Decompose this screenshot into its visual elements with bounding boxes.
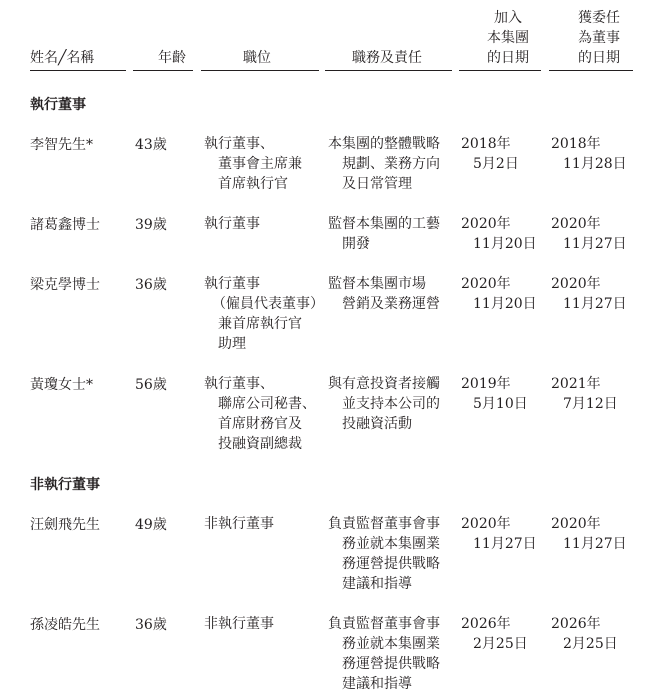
duties-line: 開發 [342, 236, 370, 252]
join-date [461, 214, 537, 254]
director-position [204, 614, 274, 634]
duties-line: 負責監督董事會事 [328, 616, 440, 632]
director-age: 36歲 [135, 617, 167, 633]
director-name: 梁克學博士 [30, 277, 100, 293]
join-date [461, 514, 537, 554]
header-age: 年齡 [158, 50, 186, 66]
header-rule [325, 70, 452, 71]
duties-line: 投融資活動 [342, 416, 412, 432]
date-line: 2019年 [461, 376, 511, 392]
director-duties [328, 374, 440, 434]
join-date [461, 614, 528, 654]
position-line: 執行董事、 [204, 136, 274, 152]
duties-line: 監督本集團的工藝 [328, 216, 440, 232]
position-line: 助理 [218, 336, 246, 352]
date-line: 11月27日 [563, 296, 627, 312]
date-line: 11月28日 [563, 156, 627, 172]
appoint-date [551, 374, 618, 414]
date-line: 2020年 [461, 216, 511, 232]
director-age: 36歲 [135, 277, 167, 293]
director-position [204, 134, 302, 194]
join-date [461, 274, 537, 314]
director-position [204, 274, 324, 354]
header-appoint-line: 的日期 [578, 50, 620, 66]
appoint-date [551, 274, 627, 314]
appoint-date [551, 134, 627, 174]
director-name: 汪劍飛先生 [30, 517, 100, 533]
date-line: 11月20日 [473, 296, 537, 312]
position-line: 董事會主席兼 [218, 156, 302, 172]
date-line: 2020年 [551, 276, 601, 292]
director-name: 李智先生* [30, 137, 93, 153]
position-line: 投融資副總裁 [218, 436, 302, 452]
position-line: （僱員代表董事） [212, 296, 324, 312]
date-line: 2021年 [551, 376, 601, 392]
join-date [461, 134, 519, 174]
duties-line: 務運營提供戰略 [342, 656, 440, 672]
position-line: 兼首席執行官 [218, 316, 302, 332]
date-line: 2020年 [551, 516, 601, 532]
director-name: 孫凌皓先生 [30, 617, 100, 633]
duties-line: 務並就本集團業 [342, 536, 440, 552]
header-rule [201, 70, 319, 71]
date-line: 2月25日 [563, 636, 618, 652]
duties-line: 監督本集團市場 [328, 276, 426, 292]
section-title: 非執行董事 [30, 477, 100, 493]
header-rule [30, 70, 126, 71]
duties-line: 建議和指導 [342, 576, 412, 592]
date-line: 11月27日 [563, 236, 627, 252]
join-date [461, 374, 528, 414]
position-line: 執行董事 [204, 276, 260, 292]
director-age: 56歲 [135, 377, 167, 393]
director-duties [328, 134, 440, 194]
duties-line: 及日常管理 [342, 176, 412, 192]
director-position [204, 514, 274, 534]
position-line: 聯席公司秘書、 [218, 396, 316, 412]
position-line: 非執行董事 [204, 616, 274, 632]
header-duties: 職務及責任 [352, 50, 422, 66]
duties-line: 務並就本集團業 [342, 636, 440, 652]
date-line: 11月27日 [473, 536, 537, 552]
duties-line: 務運營提供戰略 [342, 556, 440, 572]
director-name: 黃瓊女士* [30, 377, 93, 393]
director-position [204, 214, 260, 234]
date-line: 2026年 [461, 616, 511, 632]
header-rule [459, 70, 541, 71]
director-age: 49歲 [135, 517, 167, 533]
duties-line: 與有意投資者接觸 [328, 376, 440, 392]
date-line: 2020年 [551, 216, 601, 232]
date-line: 2026年 [551, 616, 601, 632]
duties-line: 營銷及業務運營 [342, 296, 440, 312]
date-line: 2018年 [551, 136, 601, 152]
position-line: 執行董事 [204, 216, 260, 232]
position-line: 執行董事、 [204, 376, 274, 392]
header-rule [549, 70, 633, 71]
position-line: 首席執行官 [218, 176, 288, 192]
header-join-line: 加入 [494, 10, 522, 26]
director-duties [328, 514, 440, 594]
appoint-date [551, 214, 627, 254]
date-line: 2月25日 [473, 636, 528, 652]
director-duties [328, 274, 440, 314]
duties-line: 規劃、業務方向 [342, 156, 440, 172]
date-line: 2020年 [461, 516, 511, 532]
date-line: 2018年 [461, 136, 511, 152]
director-age: 39歲 [135, 217, 167, 233]
header-join-line: 本集團 [487, 30, 529, 46]
date-line: 11月27日 [563, 536, 627, 552]
date-line: 2020年 [461, 276, 511, 292]
header-position: 職位 [243, 50, 271, 66]
header-join-date [478, 8, 538, 68]
director-duties [328, 614, 440, 694]
header-rule [133, 70, 193, 71]
header-appoint-line: 為董事 [578, 30, 620, 46]
header-appoint-line: 獲委任 [578, 10, 620, 26]
position-line: 首席財務官及 [218, 416, 302, 432]
date-line: 5月2日 [473, 156, 519, 172]
appoint-date [551, 514, 627, 554]
director-duties [328, 214, 440, 254]
position-line: 非執行董事 [204, 516, 274, 532]
duties-line: 建議和指導 [342, 676, 412, 692]
duties-line: 負責監督董事會事 [328, 516, 440, 532]
date-line: 11月20日 [473, 236, 537, 252]
duties-line: 並支持本公司的 [342, 396, 440, 412]
header-appoint-date [569, 8, 629, 68]
header-name: 姓名╱名稱 [30, 50, 95, 66]
header-join-line: 的日期 [487, 50, 529, 66]
duties-line: 本集團的整體戰略 [328, 136, 440, 152]
appoint-date [551, 614, 618, 654]
director-age: 43歲 [135, 137, 167, 153]
director-name: 諸葛鑫博士 [30, 217, 100, 233]
section-title: 執行董事 [30, 97, 86, 113]
date-line: 5月10日 [473, 396, 528, 412]
date-line: 7月12日 [563, 396, 618, 412]
director-position [204, 374, 316, 454]
